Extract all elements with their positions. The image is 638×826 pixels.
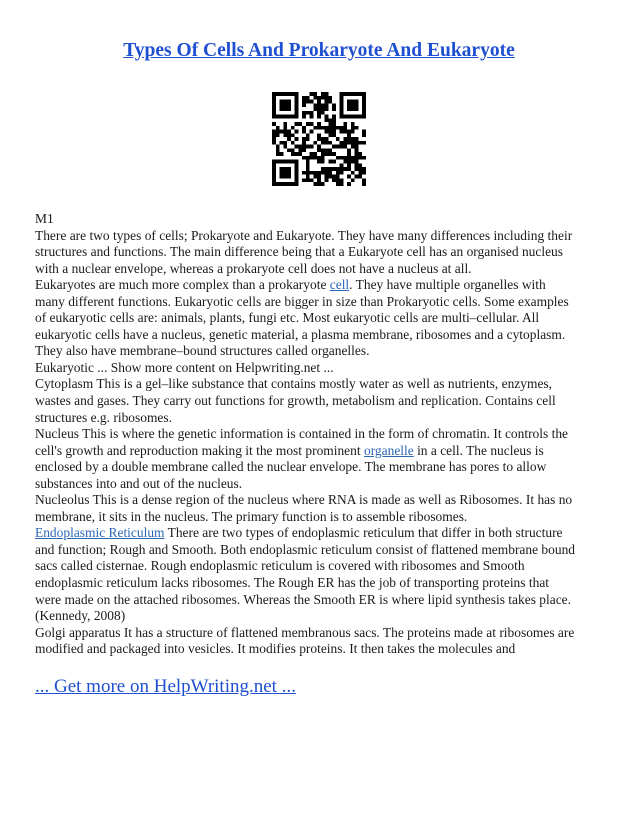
line-text: There are two types of endoplasmic reticulum that differ in both structure xyxy=(164,525,563,541)
body-lines xyxy=(35,228,607,658)
inline-link[interactable]: Endoplasmic Reticulum xyxy=(35,525,165,541)
body-line xyxy=(35,525,607,542)
line-text: in a cell. The nucleus is xyxy=(413,442,544,458)
line-text: . They have multiple organelles with xyxy=(349,277,546,293)
body-line: Golgi apparatus It has a structure of flattened membranous sacs. The proteins made at ribosomes are xyxy=(35,624,575,640)
body-line: structures and functions. The main difference being that a Eukaryote cell has an organised nucleus xyxy=(35,244,563,260)
body-line: (Kennedy, 2008) xyxy=(35,608,126,624)
document-title-link[interactable]: Types Of Cells And Prokaryote And Eukaryote xyxy=(123,40,515,61)
body-line: with a nuclear envelope, whereas a prokaryote cell does not have a nucleus at all. xyxy=(35,260,472,276)
body-line: of eukaryotic cells are: animals, plants, fungi etc. Most eukaryotic cells are multi–cellular. All xyxy=(35,310,540,326)
body-line: sacs called cisternae. Rough endoplasmic reticulum is covered with ribosomes and Smooth xyxy=(35,558,525,574)
inline-link[interactable]: organelle xyxy=(363,442,414,458)
document-body xyxy=(35,211,607,658)
body-line: membrane, it sits in the nucleus. The primary function is to assemble ribosomes. xyxy=(35,508,468,524)
body-line: structures e.g. ribosomes. xyxy=(35,409,172,425)
body-line: There are two types of cells; Prokaryote and Eukaryote. They have many differences including their xyxy=(35,227,573,243)
body-line xyxy=(35,277,607,294)
body-line: enclosed by a double membrane called the nuclear envelope. The membrane has pores to allow xyxy=(35,459,547,475)
body-line: were made on the attached ribosomes. Whereas the Smooth ER is where lipid synthesis takes place. xyxy=(35,591,571,607)
line-text: cell's growth and reproduction making it the most prominent xyxy=(35,442,364,458)
body-line: modified and packaged into vesicles. It modifies proteins. It then takes the molecules and xyxy=(35,641,516,657)
body-line: endoplasmic reticulum lacks ribosomes. The Rough ER has the job of transporting proteins that xyxy=(35,575,550,591)
qr-code-icon xyxy=(272,92,366,186)
body-line: and function; Rough and Smooth. Both endoplasmic reticulum consist of flattened membrane bound xyxy=(35,541,576,557)
get-more-link[interactable]: ... Get more on HelpWriting.net ... xyxy=(35,676,296,697)
body-line: Cytoplasm This is a gel–like substance that contains mostly water as well as nutrients, enzymes, xyxy=(35,376,552,392)
body-line: Eukaryotic ... Show more content on Helpwriting.net ... xyxy=(35,359,334,375)
inline-link[interactable]: cell xyxy=(329,277,350,293)
body-line: eukaryotic cells have a nucleus, genetic material, a plasma membrane, ribosomes and a cytoplasm. xyxy=(35,326,566,342)
body-line: They also have membrane–bound structures called organelles. xyxy=(35,343,370,359)
line-text: Eukaryotes are much more complex than a prokaryote xyxy=(35,277,330,293)
section-heading: M1 xyxy=(35,211,54,226)
body-line: Nucleus This is where the genetic information is contained in the form of chromatin. It controls the xyxy=(35,426,569,442)
body-line xyxy=(35,443,607,460)
body-line: wastes and gases. They carry out functions for growth, metabolism and replication. Contains cell xyxy=(35,393,556,409)
body-line: substances into and out of the nucleus. xyxy=(35,475,243,491)
body-line: Nucleolus This is a dense region of the nucleus where RNA is made as well as Ribosomes. It has no xyxy=(35,492,573,508)
body-line: many different functions. Eukaryotic cells are bigger in size than Prokaryotic cells. Some examples xyxy=(35,293,569,309)
